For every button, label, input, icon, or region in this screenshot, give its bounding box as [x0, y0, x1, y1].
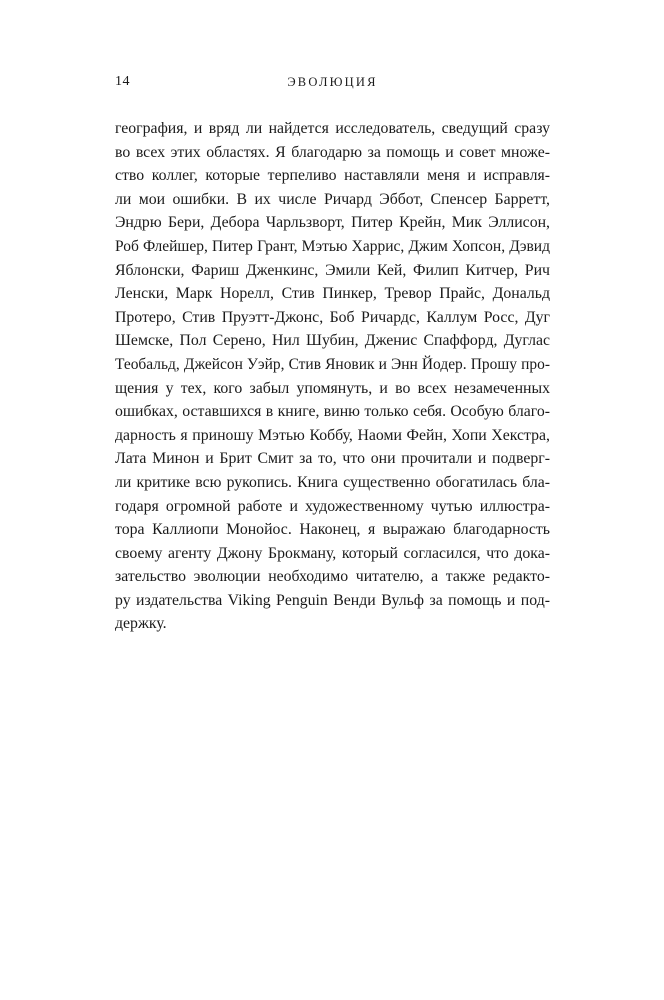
text-line: своему агенту Джону Брокману, который согласился, что дока-: [115, 544, 550, 562]
text-line: Лата Минон и Брит Смит за то, что они прочитали и подверг-: [115, 450, 550, 468]
text-line: ство коллег, которые терпеливо наставляли меня и исправля-: [115, 167, 550, 185]
text-line: во всех этих областях. Я благодарю за помощь и совет множе-: [115, 143, 550, 161]
text-line: щения у тех, кого забыл упомянуть, и во всех незамеченных: [115, 379, 550, 397]
text-line: Эндрю Бери, Дебора Чарльзворт, Питер Крейн, Мик Эллисон,: [115, 214, 550, 232]
text-line: тора Каллиопи Монойос. Наконец, я выражаю благодарность: [115, 521, 550, 539]
text-line: Шемске, Пол Серено, Нил Шубин, Дженис Спаффорд, Дуглас: [115, 332, 550, 350]
text-line: зательство эволюции необходимо читателю, а также редакто-: [115, 568, 550, 586]
text-line: ли мои ошибки. В их числе Ричард Эббот, Спенсер Барретт,: [115, 190, 550, 208]
text-line: годаря огромной работе и художественному чутью иллюстра-: [115, 497, 550, 515]
text-line: ру издательства Viking Penguin Венди Вульф за помощь и под-: [115, 591, 550, 609]
text-line: держку.: [115, 615, 167, 633]
text-line: Ленски, Марк Норелл, Стив Пинкер, Тревор Прайс, Дональд: [115, 285, 550, 303]
text-line: дарность я приношу Мэтью Коббу, Наоми Фейн, Хопи Хекстра,: [115, 426, 550, 444]
text-line: Теобальд, Джейсон Уэйр, Стив Яновик и Энн Йодер. Прошу про-: [115, 355, 550, 373]
section-title: ЭВОЛЮЦИЯ: [287, 75, 378, 89]
text-line: ошибках, оставшихся в книге, виню только себя. Особую благо-: [115, 403, 550, 421]
text-line: Яблонски, Фариш Дженкинс, Эмили Кей, Филип Китчер, Рич: [115, 261, 550, 279]
page-number: 14: [115, 74, 130, 89]
body-paragraph: [115, 117, 550, 636]
text-line: география, и вряд ли найдется исследователь, сведущий сразу: [115, 120, 550, 137]
text-line: Протеро, Стив Пруэтт-Джонс, Боб Ричардс, Каллум Росс, Дуг: [115, 308, 550, 326]
text-line: ли критике всю рукопись. Книга существенно обогатилась бла-: [115, 473, 550, 491]
running-head: [115, 72, 550, 92]
text-line: Роб Флейшер, Питер Грант, Мэтью Харрис, Джим Хопсон, Дэвид: [115, 237, 550, 255]
